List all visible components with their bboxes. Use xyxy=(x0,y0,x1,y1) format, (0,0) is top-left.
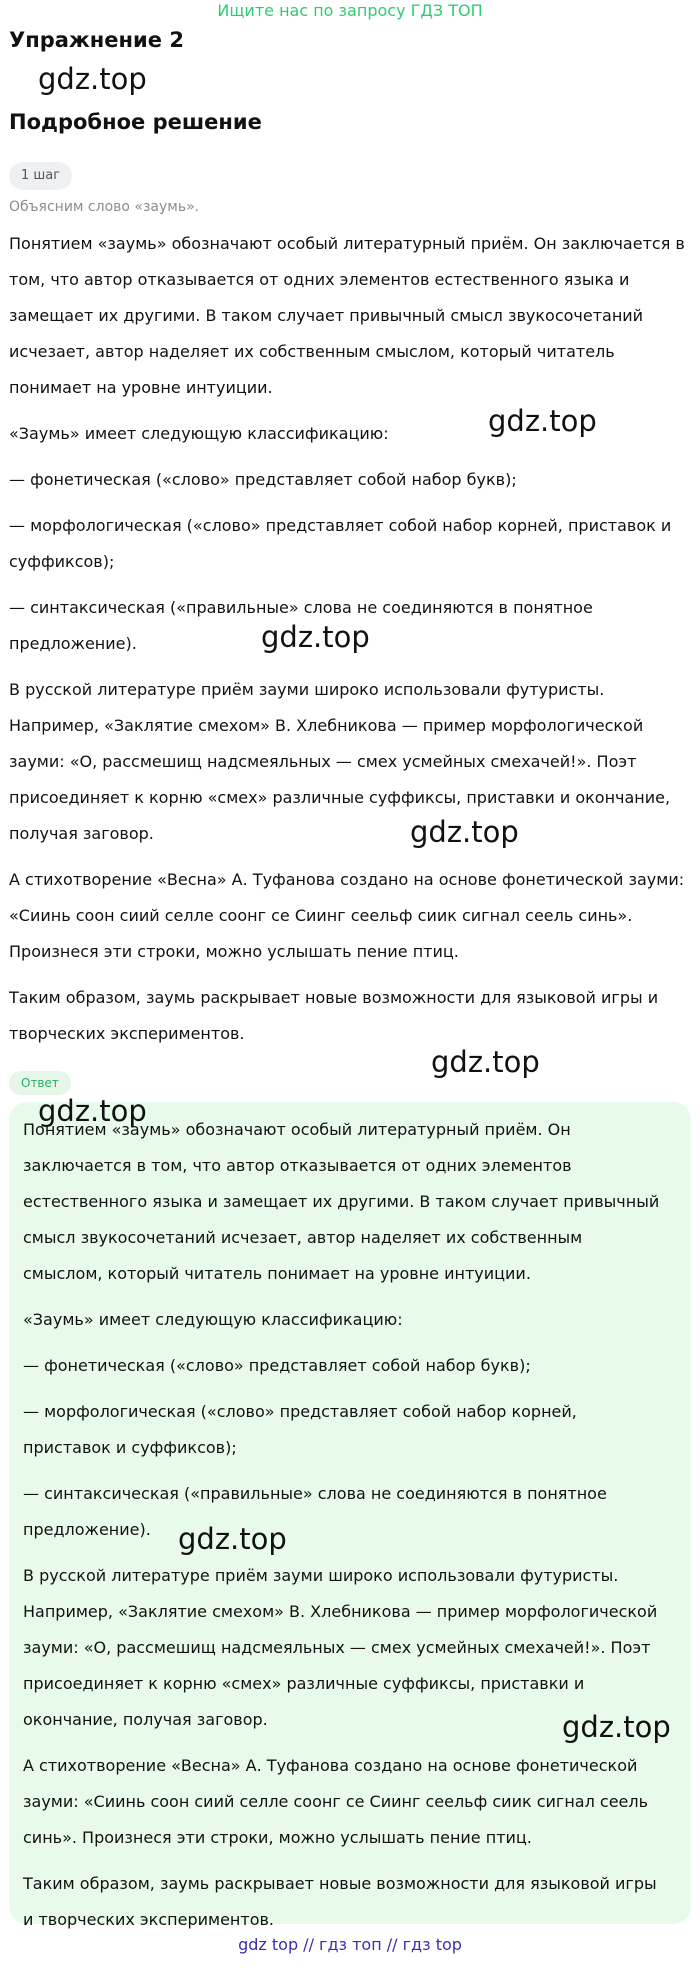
solution-paragraph: — синтаксическая («правильные» слова не соединяются в понятное предложение). xyxy=(9,598,593,653)
answer-paragraph: Понятием «заумь» обозначают особый литературный приём. Он заключается в том, что автор отказывается от одних элементов естественного языка и замещает их другими. В таком случает привычный смысл звукосочетаний исчезает, автор наделяет их собственным смыслом, который читатель понимает на уровне интуиции. xyxy=(23,1120,660,1283)
footer-links[interactable]: gdz top // гдз топ // гдз top xyxy=(238,1935,462,1954)
watermark: gdz.top xyxy=(38,62,147,96)
answer-paragraph: «Заумь» имеет следующую классификацию: xyxy=(23,1310,403,1329)
solution-paragraph: А стихотворение «Весна» А. Туфанова создано на основе фонетической зауми: «Сиинь соон сиий селле соонг се Сиинг сеельф сиик сигнал сеель синь». Произнеся эти строки, можно услышать пение птиц. xyxy=(9,870,685,961)
solution-paragraph: — фонетическая («слово» представляет собой набор букв); xyxy=(9,470,517,489)
answer-paragraph: — синтаксическая («правильные» слова не соединяются в понятное предложение). xyxy=(23,1484,607,1539)
answer-text xyxy=(23,1112,663,1948)
watermark: gdz.top xyxy=(488,404,597,438)
watermark: gdz.top xyxy=(562,1710,671,1744)
answer-paragraph: Таким образом, заумь раскрывает новые возможности для языковой игры и творческих экспериментов. xyxy=(23,1874,657,1929)
section-title: Подробное решение xyxy=(9,110,262,134)
step-badge: 1 шаг xyxy=(9,162,72,190)
answer-paragraph: В русской литературе приём зауми широко использовали футуристы. Например, «Заклятие смехом» В. Хлебникова — пример морфологической зауми: «О, рассмешищ надсмеяльных — смех усмейных смехачей!». Поэт присоединяет к корню «смех» различные суффиксы, приставки и окончание, получая заговор. xyxy=(23,1566,658,1729)
step-intro: Объясним слово «заумь». xyxy=(9,199,200,215)
exercise-title: Упражнение 2 xyxy=(9,28,184,52)
solution-paragraph: Таким образом, заумь раскрывает новые возможности для языковой игры и творческих экспериментов. xyxy=(9,988,659,1043)
watermark: gdz.top xyxy=(178,1522,287,1556)
watermark: gdz.top xyxy=(38,1094,147,1128)
watermark: gdz.top xyxy=(431,1045,540,1079)
answer-badge: Ответ xyxy=(9,1071,71,1095)
answer-paragraph: — морфологическая («слово» представляет собой набор корней, приставок и суффиксов); xyxy=(23,1402,577,1457)
search-banner: Ищите нас по запросу ГДЗ ТОП xyxy=(217,1,483,20)
solution-paragraph: «Заумь» имеет следующую классификацию: xyxy=(9,424,389,443)
solution-paragraph: — морфологическая («слово» представляет собой набор корней, приставок и суффиксов); xyxy=(9,516,672,571)
answer-paragraph: — фонетическая («слово» представляет собой набор букв); xyxy=(23,1356,531,1375)
watermark: gdz.top xyxy=(261,620,370,654)
watermark: gdz.top xyxy=(410,815,519,849)
solution-paragraph: В русской литературе приём зауми широко использовали футуристы. Например, «Заклятие смехом» В. Хлебникова — пример морфологической зауми: «О, рассмешищ надсмеяльных — смех усмейных смехачей!». Поэт присоединяет к корню «смех» различные суффиксы, приставки и окончание, получая заговор. xyxy=(9,680,671,843)
answer-paragraph: А стихотворение «Весна» А. Туфанова создано на основе фонетической зауми: «Сиинь соон сиий селле соонг се Сиинг сеельф сиик сигнал сеель синь». Произнеся эти строки, можно услышать пение птиц. xyxy=(23,1756,649,1847)
solution-paragraph: Понятием «заумь» обозначают особый литературный приём. Он заключается в том, что автор отказывается от одних элементов естественного языка и замещает их другими. В таком случает привычный смысл звукосочетаний исчезает, автор наделяет их собственным смыслом, который читатель понимает на уровне интуиции. xyxy=(9,234,685,397)
